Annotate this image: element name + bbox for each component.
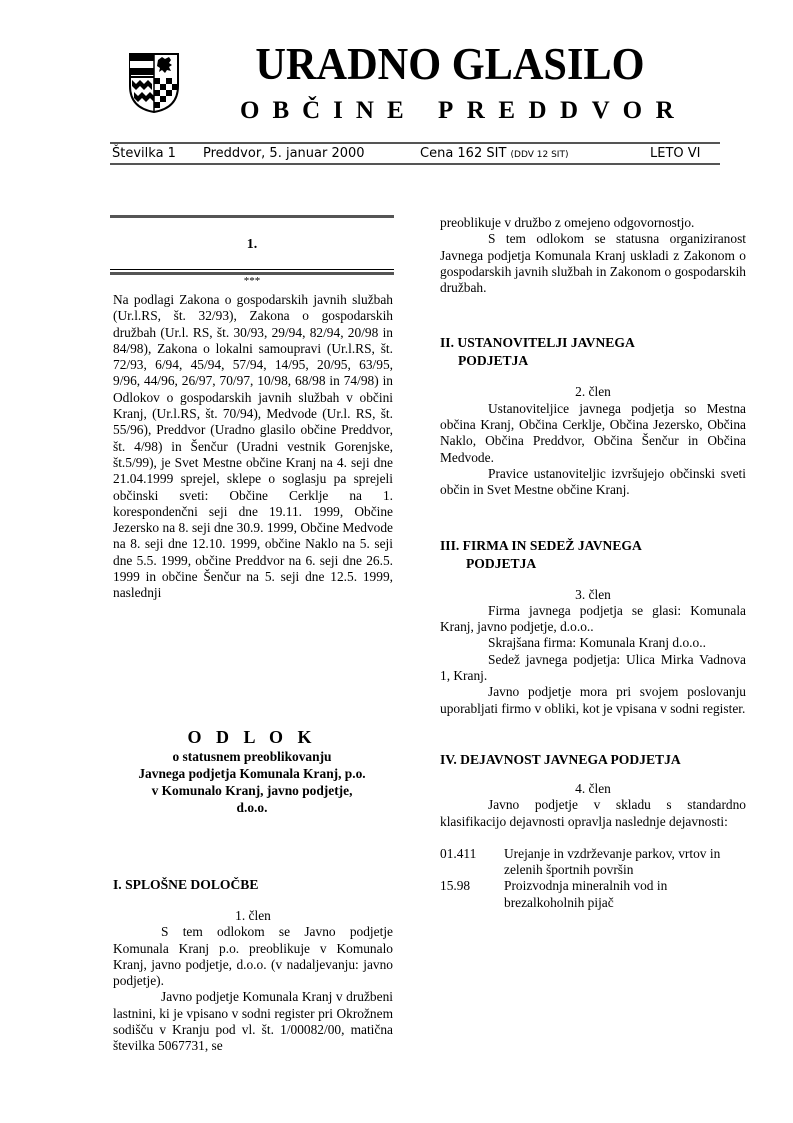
subtitle-word-preddvor: PREDDVOR <box>438 97 688 124</box>
decree-subtitle-3: v Komunalo Kranj, javno podjetje, <box>151 783 353 798</box>
issue-number: Številka 1 <box>112 146 176 161</box>
left-column-preamble <box>113 292 393 602</box>
preamble-paragraph: Na podlagi Zakona o gospodarskih javnih službah (Ur.l.RS, št. 32/93), Zakona o gospodarskih družbah (Ur.l. RS, št. 30/93, 29/94, 82/94, 20/98 in 84/98), Zakona o lokalni samoupravi (Ur.l.RS, št. 72/93, 6/94, 45/94, 57/94, 14/95, 20/95, 63/95, 9/96, 44/96, 26/97, 70/97, 10/98, 68/98 in 74/98) in Odlokov o gospodarskih javnih službah v občini Kranj, (Ur.l.RS, št. 70/94), Medvode (Ur.l. RS, št. 55/96), Preddvor (Uradno glasilo občine Preddvor, št. 4/98) in Šenčur (Uradni vestnik Gorenjske, št.5/99), je Svet Mestne občine Kranj na 4. seji dne 21.04.1999 sprejel, sklepe o soglasju pa sprejeli občinski sveti: Občine Cerklje na 1. korespondenčni seji dne 19.11. 1999, Občine Jezersko na 8. seji dne 30.9. 1999, Občine Medvode na 8. seji dne 12.10. 1999, občine Naklo na 5. seji dne 5.5. 1999, občine Preddvor na 6. seji dne 26.5. 1999 in občine Šenčur na 5. seji dne 12.5. 1999, naslednji <box>113 292 393 601</box>
article-2-label: 2. člen <box>575 384 611 400</box>
article-1-paragraph-3: S tem odlokom se statusna organiziranost Javnega podjetja Komunala Kranj uskladi z Zakonom o gospodarskih javnih službah in Zakonom o gospodarskih družbah. <box>440 231 746 296</box>
activity-text: Urejanje in vzdrževanje parkov, vrtov in zelenih športnih površin <box>504 845 721 878</box>
article-3-label: 3. člen <box>575 586 611 602</box>
activity-code: 01.411 <box>440 845 477 861</box>
article-2-paragraph-2: Pravice ustanoviteljic izvršujejo občinski sveti občin in Svet Mestne občine Kranj. <box>440 465 746 498</box>
right-column <box>440 215 746 911</box>
article-4-label: 4. člen <box>575 780 611 796</box>
activity-item <box>440 846 746 879</box>
coat-of-arms-icon <box>128 52 180 114</box>
decree-title: O D L O K <box>187 727 317 747</box>
act-number: 1. <box>246 237 258 252</box>
activity-text: Proizvodnja mineralnih vod in brezalkoholnih pijač <box>504 878 668 910</box>
issue-price <box>420 145 568 164</box>
article-3-paragraph-4: Javno podjetje mora pri svojem poslovanju uporabljati firmo v obliki, kot je vpisana v sodni register. <box>440 684 746 716</box>
issue-year: LETO VI <box>650 146 701 161</box>
article-4-paragraph-1: Javno podjetje v skladu s standardno klasifikacijo dejavnosti opravlja naslednje dejavnosti: <box>440 797 746 829</box>
subtitle-word-obcine: OBČINE <box>240 97 417 124</box>
decree-subtitle-2: Javnega podjetja Komunala Kranj, p.o. <box>138 766 366 781</box>
section-heading-2-line-2: PODJETJA <box>458 353 529 369</box>
section-heading-4: IV. DEJAVNOST JAVNEGA PODJETJA <box>440 751 681 767</box>
activity-item <box>440 878 746 911</box>
infobar-bottom-rule <box>110 163 720 165</box>
section-heading-2-line-1: II. USTANOVITELJI JAVNEGA <box>440 335 635 351</box>
article-2-paragraph-1: Ustanoviteljice javnega podjetja so Mestna občina Kranj, Občina Cerklje, Občina Jezersko, Občina Naklo, Občina Preddvor, Občina Šenčur in Občina Medvode. <box>440 400 746 465</box>
article-3-paragraph-2: Skrajšana firma: Komunala Kranj d.o.o.. <box>488 635 706 651</box>
article-1-label: 1. člen <box>235 908 271 923</box>
section-heading-3-line-1: III. FIRMA IN SEDEŽ JAVNEGA <box>440 537 642 553</box>
price-value: Cena 162 SIT <box>420 146 507 161</box>
infobar-top-rule <box>110 142 720 144</box>
section-rule-top <box>110 215 394 218</box>
article-1-continuation: preoblikuje v družbo z omejeno odgovornostjo. <box>440 215 695 230</box>
publication-title: URADNO GLASILO <box>255 38 645 89</box>
section-heading-3 <box>440 537 746 573</box>
article-1-paragraph-2: Javno podjetje Komunala Kranj v družbeni lastnini, ki je vpisano v sodni register pri Okrožnem sodišču v Kranju pod vl. št. 1/00082/00, matična številka 5067731, se <box>113 989 393 1054</box>
issue-info-bar <box>110 145 720 163</box>
issue-place-date: Preddvor, 5. januar 2000 <box>203 146 365 161</box>
activity-code: 15.98 <box>440 878 471 894</box>
article-1-paragraph-1: S tem odlokom se Javno podjetje Komunala Kranj p.o. preoblikuje v Komunalo Kranj, javno podjetje, d.o.o. (v nadaljevanju: javno podjetje). <box>113 924 393 989</box>
section-rule-mid-1 <box>110 269 394 270</box>
section-heading-2 <box>440 334 746 370</box>
vat-value: (DDV 12 SIT) <box>510 150 569 160</box>
decree-subtitle-1: o statusnem preoblikovanju <box>172 749 332 764</box>
section-heading-1: I. SPLOŠNE DOLOČBE <box>113 877 259 892</box>
decree-subtitle-4: d.o.o. <box>236 800 268 815</box>
article-3-paragraph-3: Sedež javnega podjetja: Ulica Mirka Vadnova 1, Kranj. <box>440 651 746 684</box>
article-3-paragraph-1: Firma javnega podjetja se glasi: Komunala Kranj, javno podjetje, d.o.o.. <box>440 602 746 635</box>
section-heading-3-line-2: PODJETJA <box>466 555 537 571</box>
left-column-section-1 <box>113 876 393 1055</box>
separator-stars: *** <box>243 275 261 287</box>
decree-title-block <box>110 726 394 816</box>
